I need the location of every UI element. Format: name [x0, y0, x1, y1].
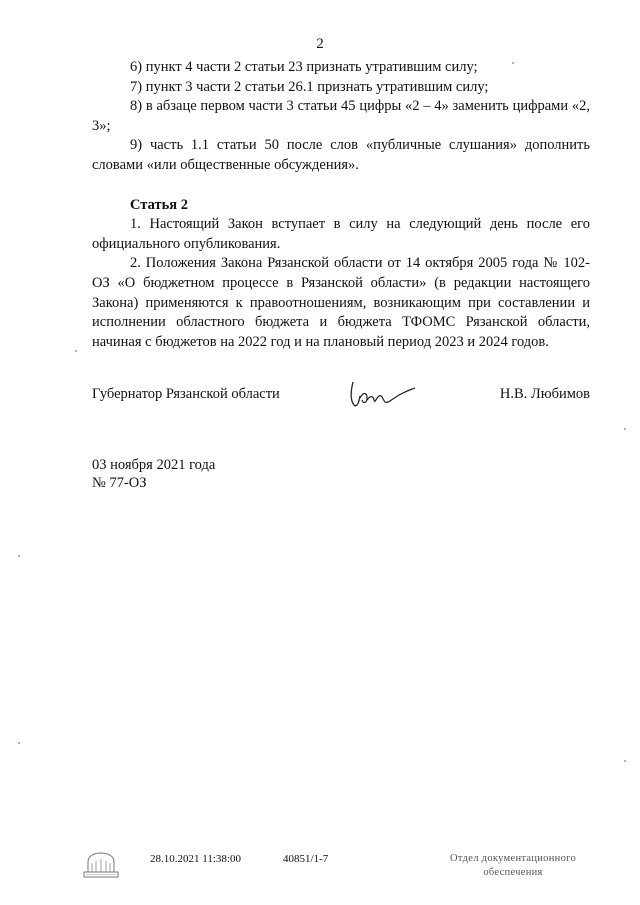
- scan-speck: [624, 760, 626, 762]
- scan-speck: [624, 428, 626, 430]
- page-number: 2: [316, 36, 324, 52]
- article-heading: Статья 2: [130, 196, 188, 213]
- scan-speck: [512, 62, 514, 64]
- footer: [0, 850, 640, 890]
- signatory-position: Губернатор Рязанской области: [92, 386, 280, 402]
- stamp-line-1: Отдел документационного: [449, 853, 577, 864]
- department-stamp: [438, 852, 588, 880]
- signatory-name: Н.В. Любимов: [499, 386, 590, 402]
- scan-speck: [18, 742, 20, 744]
- emblem-icon: [78, 850, 124, 880]
- stamp-line-2: обеспечения: [483, 867, 543, 878]
- article-paragraph-2: 2. Положения Закона Рязанской области от 14 октября 2005 года № 102-ОЗ «О бюджетном процессе в Рязанской области» (в редакции настоящего Закона) применяются к правоотношениям, возникающим при составлении и исполнении областного бюджета и бюджета ТФОМС Рязанской области, начиная с бюджетов на 2022 год и на плановый период 2023 и 2024 годов.: [92, 255, 590, 350]
- footer-timestamp: 28.10.2021 11:38:00: [150, 853, 241, 865]
- amendment-item-8: 8) в абзаце первом части 3 статьи 45 цифры «2 – 4» заменить цифрами «2, 3»;: [92, 98, 590, 134]
- footer-registration-number: 40851/1-7: [283, 853, 329, 865]
- scan-speck: [75, 350, 77, 352]
- enactment-date: 03 ноября 2021 года: [92, 457, 216, 473]
- handwritten-signature: [345, 378, 417, 412]
- law-number: № 77-ОЗ: [92, 475, 147, 491]
- amendment-item-9: 9) часть 1.1 статьи 50 после слов «публичные слушания» дополнить словами «или общественные обсуждения».: [92, 137, 590, 173]
- document-body: [92, 58, 590, 352]
- amendment-item-7: 7) пункт 3 части 2 статьи 26.1 признать утратившим силу;: [130, 78, 489, 95]
- enactment-block: [92, 456, 215, 492]
- amendment-item-6: 6) пункт 4 части 2 статьи 23 признать утратившим силу;: [130, 59, 478, 75]
- scan-speck: [18, 555, 20, 557]
- article-paragraph-1: 1. Настоящий Закон вступает в силу на следующий день после его официального опубликования.: [92, 216, 590, 252]
